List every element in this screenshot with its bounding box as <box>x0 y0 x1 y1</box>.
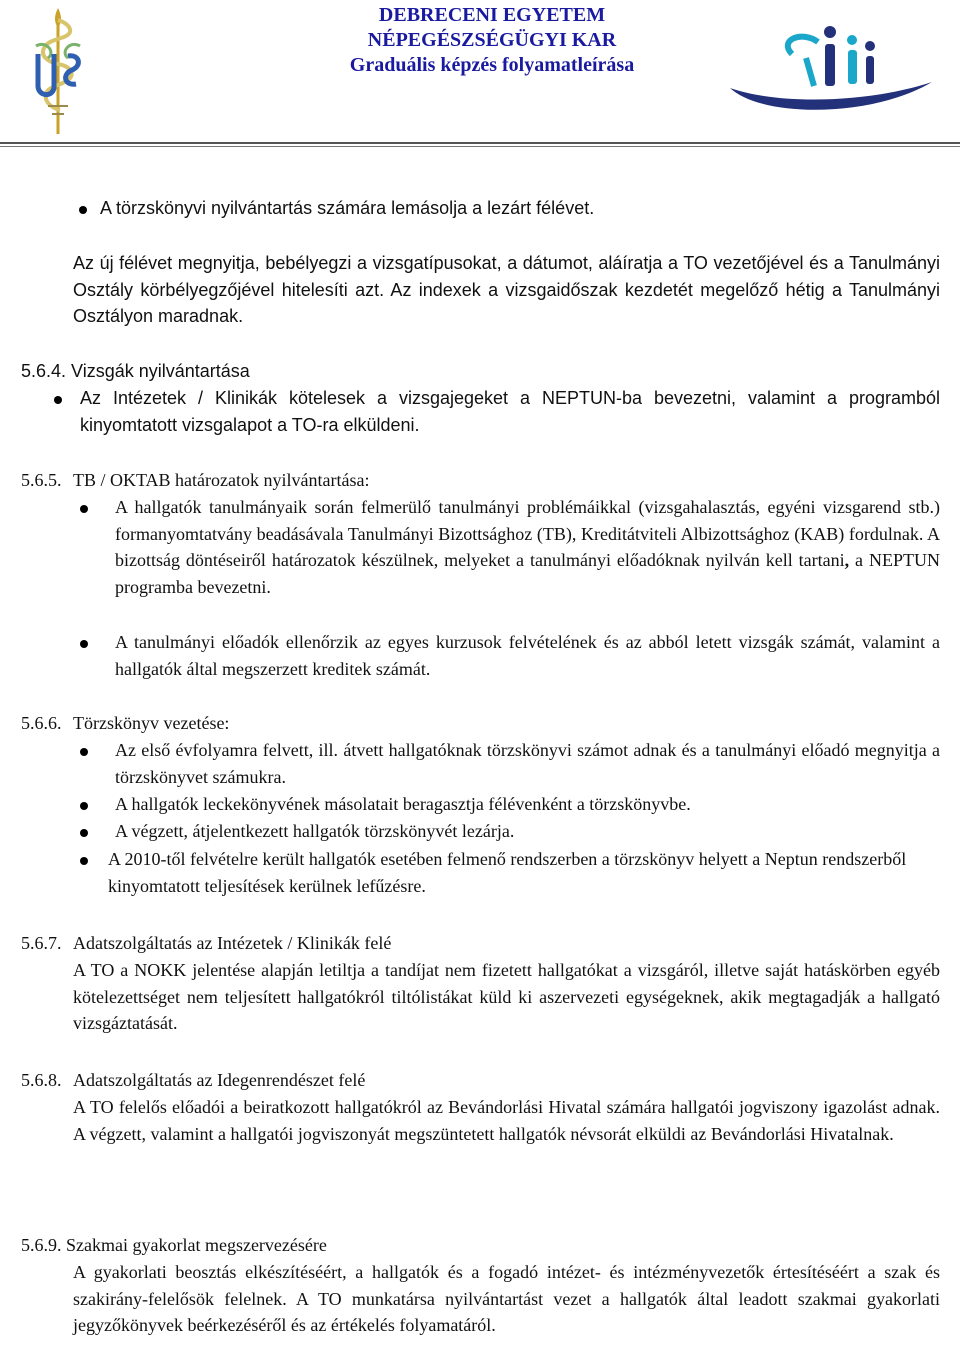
bullet-icon <box>80 505 88 513</box>
section-5-6-7-title: Adatszolgáltatás az Intézetek / Klinikák felé <box>73 933 392 953</box>
section-5-6-5-bullet-1-comma: , <box>844 550 850 571</box>
section-5-6-4-heading: 5.6.4. Vizsgák nyilvántartása <box>21 361 250 381</box>
header-faculty: NÉPEGÉSZSÉGÜGYI KAR <box>367 29 617 51</box>
bullet-icon <box>79 206 87 214</box>
intro-bullet: A törzskönyvi nyilvántartás számára lemásolja a lezárt félévet. <box>100 198 595 218</box>
section-5-6-7-body: A TO a NOKK jelentése alapján letiltja a tandíjat nem fizetett hallgatókat a vizsgáról, illetve saját hatáskörben egyéb kötelezettséget nem teljesített hallgatókról tiltólistákat küld ki aszervezeti egységeknek, akik megtagadják a hallgató vizsgáztatását. <box>73 960 940 1034</box>
header-subtitle: Graduális képzés folyamatleírása <box>349 54 635 76</box>
bullet-icon <box>80 802 88 810</box>
faculty-logo-icon <box>722 10 938 118</box>
bullet-icon <box>80 640 88 648</box>
section-5-6-8-number: 5.6.8. <box>21 1070 62 1090</box>
intro-paragraph: Az új félévet megnyitja, bebélyegzi a vizsgatípusokat, a dátumot, aláíratja a TO vezetőjével és a Tanulmányi Osztály körbélyegzőjével hitelesíti azt. Az indexek a vizsgaidőszak kezdetét megelőző hétig a Tanulmányi Osztályon maradnak. <box>73 253 940 327</box>
university-logo-icon <box>18 6 98 136</box>
section-5-6-9-body: A gyakorlati beosztás elkészítéséért, a hallgatók és a fogadó intézet- és intézményvezetők értesítéséért a szak és szakirány-felelősök felelnek. A TO munkatársa nyilvántartást vezet a hallgatók által leadott szakmai gyakorlati jegyzőkönyvek beérkezéséről és az értékelés folyamatáról. <box>73 1262 940 1336</box>
header-rule-thin <box>0 146 960 147</box>
section-5-6-6-title: Törzskönyv vezetése: <box>73 713 230 733</box>
section-5-6-4-bullet: Az Intézetek / Klinikák kötelesek a vizsgajegeket a NEPTUN-ba bevezetni, valamint a programból kinyomtatott vizsgalapot a TO-ra elküldeni. <box>80 388 940 435</box>
section-5-6-7-number: 5.6.7. <box>21 933 62 953</box>
section-5-6-5-bullet-2: A tanulmányi előadók ellenőrzik az egyes kurzusok felvételének és az abból letett vizsgák számát, valamint a hallgatók által megszerzett kreditek számát. <box>115 632 940 679</box>
section-5-6-5-bullet-1-text: A hallgatók tanulmányaik során felmerülő tanulmányi problémáikkal (vizsgahalasztás, egyéni vizsgarend stb.) formanyomtatvány beadásávala Tanulmányi Bizottsághoz (TB), Kreditátviteli Albizottsághoz (KAB) fordulnak. A bizottság döntéseiről határozatok készülnek, melyeket a tanulmányi előadóknak nyilván kell tartani <box>115 497 940 571</box>
page-header <box>0 0 960 150</box>
section-5-6-6-number: 5.6.6. <box>21 713 62 733</box>
bullet-icon <box>80 748 88 756</box>
bullet-icon <box>80 857 88 865</box>
section-5-6-5-bullet-1 <box>115 494 940 600</box>
header-university: DEBRECENI EGYETEM <box>378 4 606 26</box>
header-title <box>322 3 662 78</box>
section-5-6-5-number: 5.6.5. <box>21 470 62 490</box>
section-5-6-6-bullet-2: A hallgatók leckekönyvének másolatait beragasztja félévenként a törzskönyvbe. <box>115 794 691 814</box>
bullet-icon <box>54 396 62 404</box>
section-5-6-6-bullet-4: A 2010-től felvételre került hallgatók esetében felmenő rendszerben a törzskönyv helyett a Neptun rendszerből kinyomtatott teljesítések kerülnek lefűzésre. <box>108 849 907 896</box>
section-5-6-8-title: Adatszolgáltatás az Idegenrendészet felé <box>73 1070 366 1090</box>
section-5-6-5-title: TB / OKTAB határozatok nyilvántartása: <box>73 470 370 490</box>
section-5-6-8-body: A TO felelős előadói a beiratkozott hallgatókról az Bevándorlási Hivatal számára hallgatói jogviszony igazolást adnak. A végzett, valamint a hallgatói jogviszonyát megszüntetett hallgatók névsorát elküldi az Bevándorlási Hivatalnak. <box>73 1097 940 1144</box>
section-5-6-6-bullet-1: Az első évfolyamra felvett, ill. átvett hallgatóknak törzskönyvi számot adnak és a tanulmányi előadó megnyitja a törzskönyvet számukra. <box>115 740 940 787</box>
section-5-6-6-bullet-3: A végzett, átjelentkezett hallgatók törzskönyvét lezárja. <box>115 821 515 841</box>
section-5-6-5-bullet-1-end: a NEPTUN programba bevezetni. <box>115 550 940 597</box>
bullet-icon <box>80 829 88 837</box>
section-5-6-9-heading: 5.6.9. Szakmai gyakorlat megszervezésére <box>21 1235 327 1255</box>
header-rule <box>0 142 960 144</box>
